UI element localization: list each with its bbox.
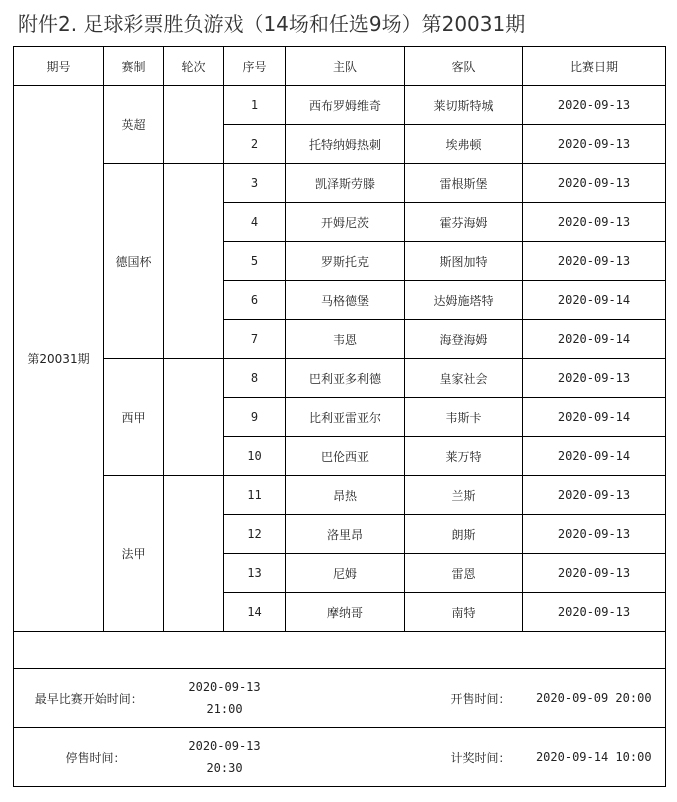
match-number: 10 <box>224 437 286 476</box>
header-issue: 期号 <box>14 47 104 86</box>
home-team: 巴伦西亚 <box>286 437 405 476</box>
away-team: 达姆施塔特 <box>405 281 523 320</box>
table-row <box>14 86 666 125</box>
away-team: 朗斯 <box>405 515 523 554</box>
table-row <box>14 359 666 398</box>
match-number: 3 <box>224 164 286 203</box>
match-date: 2020-09-13 <box>523 359 666 398</box>
earliest-time-label: 最早比赛开始时间： <box>14 669 164 728</box>
prize-time-value: 2020-09-14 10:00 <box>523 728 666 787</box>
away-team: 埃弗顿 <box>405 125 523 164</box>
match-number: 9 <box>224 398 286 437</box>
match-date: 2020-09-13 <box>523 242 666 281</box>
header-date: 比赛日期 <box>523 47 666 86</box>
match-date: 2020-09-13 <box>523 554 666 593</box>
earliest-time-value <box>164 669 286 728</box>
match-date: 2020-09-14 <box>523 281 666 320</box>
round-cell <box>164 359 224 476</box>
away-team: 皇家社会 <box>405 359 523 398</box>
match-number: 8 <box>224 359 286 398</box>
stop-clock: 20:30 <box>206 761 243 775</box>
match-number: 13 <box>224 554 286 593</box>
issue-cell: 第20031期 <box>14 86 104 632</box>
header-league: 赛制 <box>104 47 164 86</box>
stop-date: 2020-09-13 <box>188 739 261 753</box>
info-row-stop <box>14 728 666 787</box>
home-team: 马格德堡 <box>286 281 405 320</box>
match-date: 2020-09-13 <box>523 476 666 515</box>
blank-cell <box>14 632 666 669</box>
home-team: 尼姆 <box>286 554 405 593</box>
home-team: 洛里昂 <box>286 515 405 554</box>
match-number: 14 <box>224 593 286 632</box>
home-team: 开姆尼茨 <box>286 203 405 242</box>
stop-time-label: 停售时间： <box>14 728 164 787</box>
match-date: 2020-09-13 <box>523 593 666 632</box>
away-team: 莱切斯特城 <box>405 86 523 125</box>
blank-row <box>14 632 666 669</box>
home-team: 西布罗姆维奇 <box>286 86 405 125</box>
match-date: 2020-09-13 <box>523 515 666 554</box>
match-date: 2020-09-14 <box>523 437 666 476</box>
round-cell <box>164 476 224 632</box>
away-team: 兰斯 <box>405 476 523 515</box>
match-number: 6 <box>224 281 286 320</box>
home-team: 巴利亚多利德 <box>286 359 405 398</box>
match-date: 2020-09-13 <box>523 203 666 242</box>
away-team: 莱万特 <box>405 437 523 476</box>
match-date: 2020-09-14 <box>523 320 666 359</box>
match-date: 2020-09-13 <box>523 125 666 164</box>
home-team: 托特纳姆热刺 <box>286 125 405 164</box>
stop-time-value <box>164 728 286 787</box>
away-team: 海登海姆 <box>405 320 523 359</box>
header-home: 主队 <box>286 47 405 86</box>
match-number: 5 <box>224 242 286 281</box>
home-team: 韦恩 <box>286 320 405 359</box>
prize-time-label: 计奖时间： <box>286 728 523 787</box>
page-title: 附件2. 足球彩票胜负游戏（14场和任选9场）第20031期 <box>18 12 526 36</box>
header-number: 序号 <box>224 47 286 86</box>
away-team: 霍芬海姆 <box>405 203 523 242</box>
league-cell-dfb: 德国杯 <box>104 164 164 359</box>
league-cell-epl: 英超 <box>104 86 164 164</box>
round-cell <box>164 86 224 164</box>
match-date: 2020-09-13 <box>523 86 666 125</box>
home-team: 罗斯托克 <box>286 242 405 281</box>
info-row-earliest <box>14 669 666 728</box>
match-number: 4 <box>224 203 286 242</box>
round-cell <box>164 164 224 359</box>
table-row <box>14 476 666 515</box>
away-team: 南特 <box>405 593 523 632</box>
schedule-table <box>13 46 666 787</box>
home-team: 昂热 <box>286 476 405 515</box>
earliest-date: 2020-09-13 <box>188 680 261 694</box>
away-team: 斯图加特 <box>405 242 523 281</box>
match-date: 2020-09-14 <box>523 398 666 437</box>
home-team: 凯泽斯劳滕 <box>286 164 405 203</box>
away-team: 雷恩 <box>405 554 523 593</box>
match-number: 11 <box>224 476 286 515</box>
earliest-clock: 21:00 <box>206 702 243 716</box>
away-team: 雷根斯堡 <box>405 164 523 203</box>
open-time-label: 开售时间： <box>286 669 523 728</box>
home-team: 摩纳哥 <box>286 593 405 632</box>
league-cell-ligue1: 法甲 <box>104 476 164 632</box>
match-number: 1 <box>224 86 286 125</box>
header-row <box>14 47 666 86</box>
league-cell-laliga: 西甲 <box>104 359 164 476</box>
table-row <box>14 164 666 203</box>
match-number: 12 <box>224 515 286 554</box>
match-date: 2020-09-13 <box>523 164 666 203</box>
header-away: 客队 <box>405 47 523 86</box>
match-number: 7 <box>224 320 286 359</box>
match-number: 2 <box>224 125 286 164</box>
away-team: 韦斯卡 <box>405 398 523 437</box>
home-team: 比利亚雷亚尔 <box>286 398 405 437</box>
header-round: 轮次 <box>164 47 224 86</box>
open-time-value: 2020-09-09 20:00 <box>523 669 666 728</box>
